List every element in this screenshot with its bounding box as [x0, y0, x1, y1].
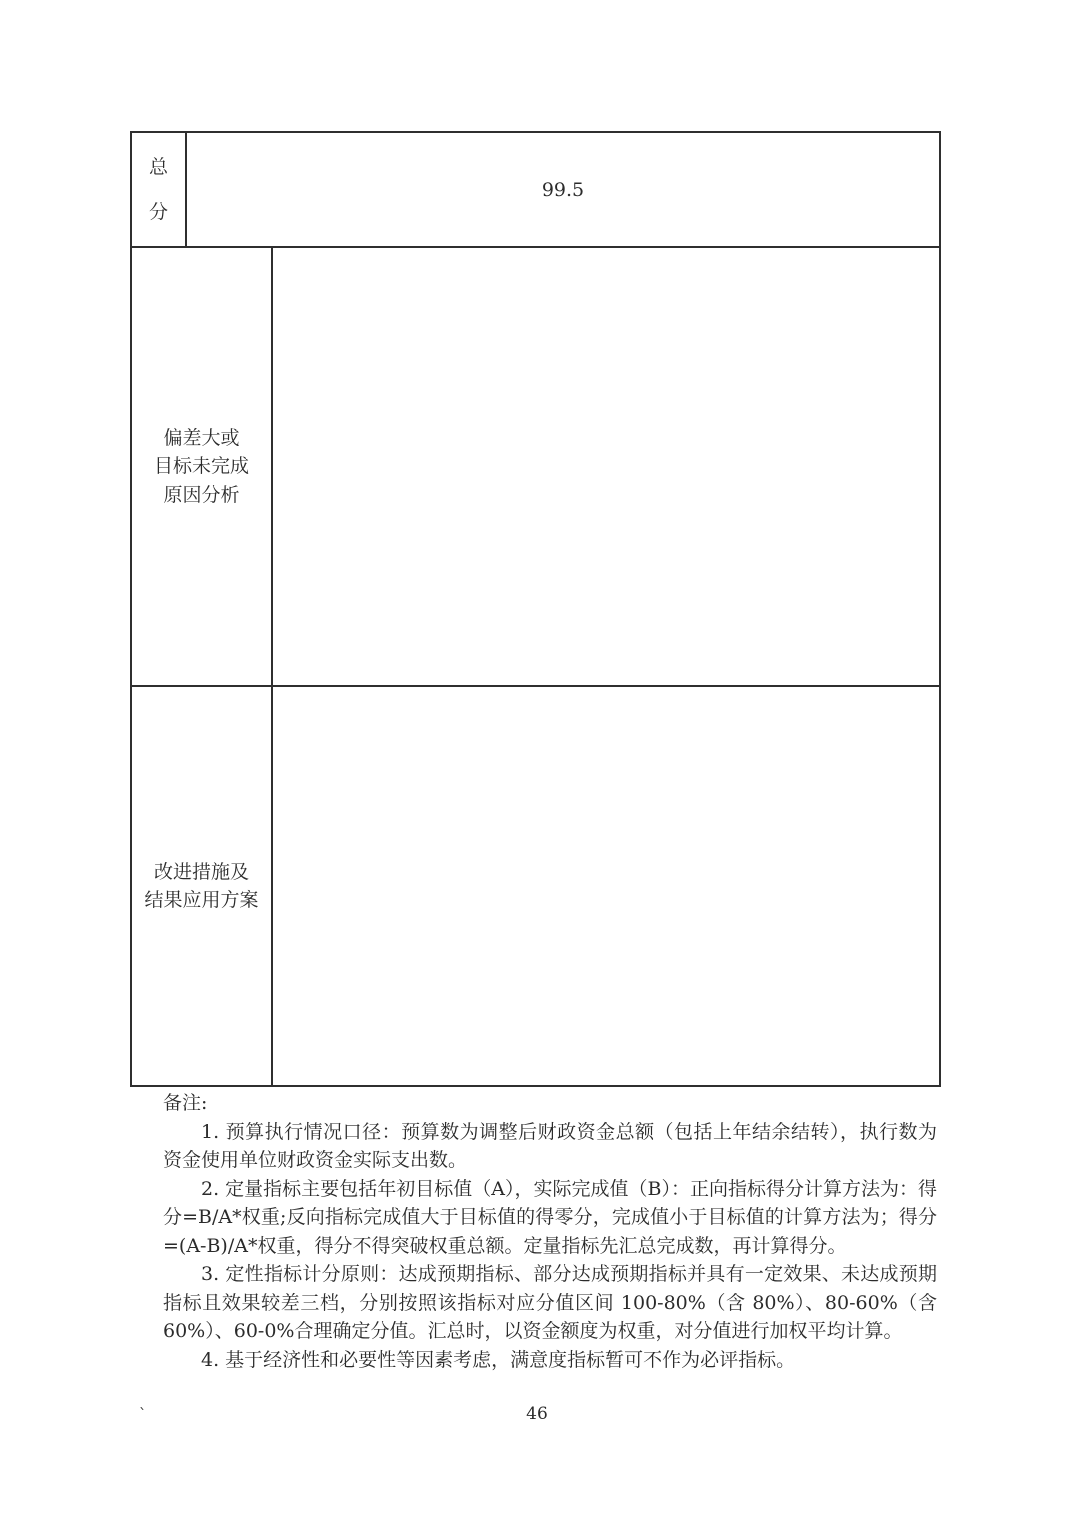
- improvement-label-line-2: 结果应用方案: [144, 889, 259, 911]
- total-score-label-cell: [132, 133, 187, 246]
- table-row-deviation-analysis: [132, 246, 939, 685]
- deviation-label-line-2: 目标未完成: [153, 455, 249, 478]
- table-row-improvement-plan: [132, 685, 939, 1085]
- note-item-1: 1. 预算执行情况口径：预算数为调整后财政资金总额（包括上年结余结转），执行数为资金使用单位财政资金实际支出数。: [163, 1120, 937, 1171]
- note-item-4: 4. 基于经济性和必要性等因素考虑，满意度指标暂可不作为必评指标。: [201, 1348, 796, 1371]
- total-score-label-char-1: 总: [148, 155, 168, 178]
- notes-section: [163, 1089, 937, 1374]
- total-score-value: 99.5: [541, 178, 585, 201]
- score-table: [130, 131, 941, 1087]
- note-item-2: 2. 定量指标主要包括年初目标值（A），实际完成值（B）：正向指标得分计算方法为：得分=B/A*权重;反向指标完成值大于目标值的得零分，完成值小于目标值的计算方法为；得分=(A-B)/A*权重，得分不得突破权重总额。定量指标先汇总完成数，再计算得分。: [163, 1177, 937, 1257]
- deviation-analysis-label-cell: [132, 248, 273, 685]
- notes-heading: 备注:: [163, 1092, 208, 1114]
- deviation-label-line-3: 原因分析: [163, 483, 240, 506]
- improvement-plan-label-cell: [132, 687, 273, 1085]
- page-number: 46: [526, 1404, 548, 1424]
- total-score-value-cell: [187, 133, 939, 246]
- deviation-analysis-content-cell: [273, 248, 939, 685]
- total-score-label-char-2: 分: [148, 201, 168, 223]
- improvement-label-line-1: 改进措施及: [153, 860, 249, 883]
- table-row-total-score: [132, 133, 939, 246]
- note-item-3: 3. 定性指标计分原则：达成预期指标、部分达成预期指标并具有一定效果、未达成预期指标且效果较差三档，分别按照该指标对应分值区间 100-80%（含 80%）、80-60%（含 60%）、60-0%合理确定分值。汇总时，以资金额度为权重，对分值进行加权平均计算。: [163, 1263, 937, 1342]
- footer-stray-mark: `: [139, 1405, 147, 1423]
- deviation-label-line-1: 偏差大或: [163, 426, 240, 449]
- improvement-plan-content-cell: [273, 687, 939, 1085]
